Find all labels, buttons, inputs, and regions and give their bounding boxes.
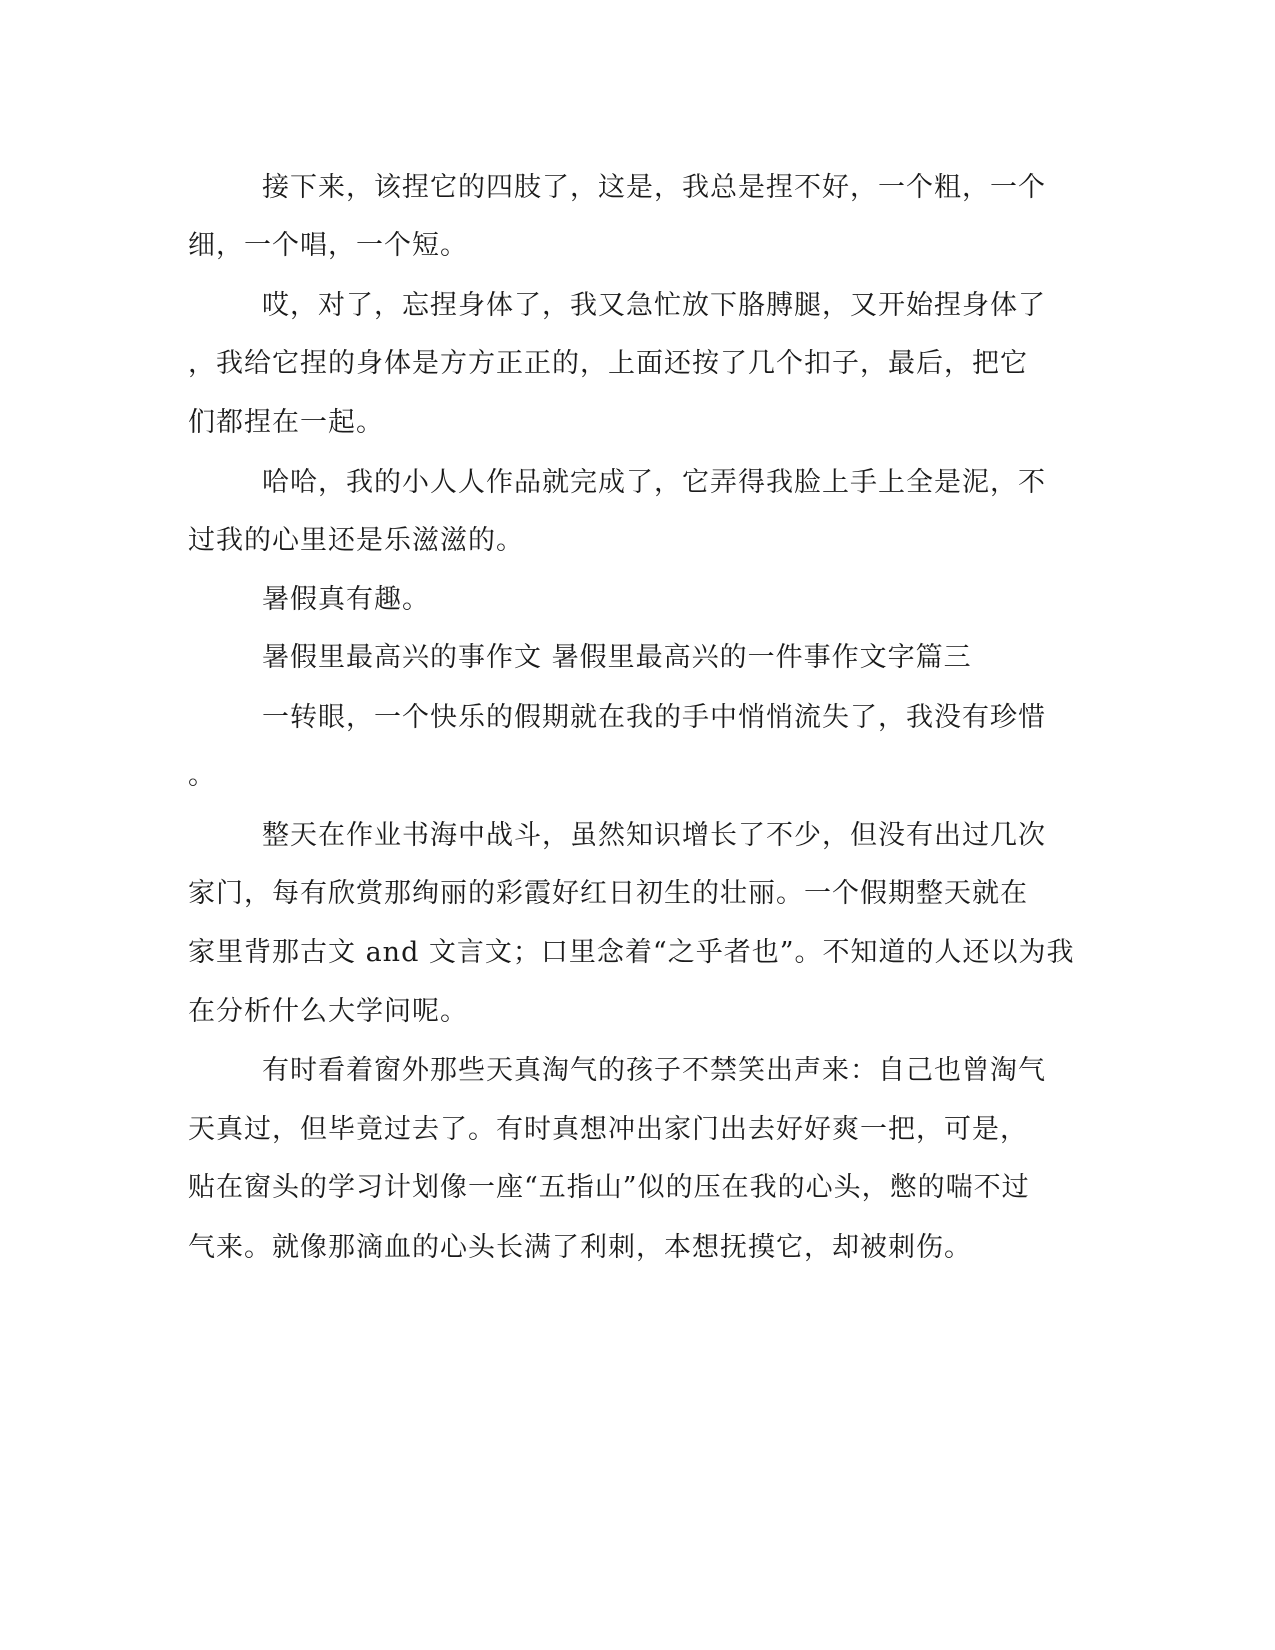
text-line: 气来。就像那滴血的心头长满了利刺，本想抚摸它，却被刺伤。	[188, 1232, 972, 1263]
text-line: 。	[188, 760, 216, 791]
text-line: 过我的心里还是乐滋滋的。	[188, 525, 524, 556]
text-line: 暑假真有趣。	[262, 584, 430, 615]
text-line: 们都捏在一起。	[188, 407, 384, 438]
text-line: 天真过，但毕竟过去了。有时真想冲出家门出去好好爽一把，可是，	[188, 1114, 1028, 1145]
text-line: 一转眼，一个快乐的假期就在我的手中悄悄流失了，我没有珍惜	[262, 702, 1046, 733]
text-line: 整天在作业书海中战斗，虽然知识增长了不少，但没有出过几次	[262, 820, 1046, 851]
text-line: 有时看着窗外那些天真淘气的孩子不禁笑出声来：自己也曾淘气	[262, 1055, 1046, 1086]
text-line: 贴在窗头的学习计划像一座“五指山”似的压在我的心头，憋的喘不过	[188, 1172, 1030, 1203]
text-line: 家门，每有欣赏那绚丽的彩霞好红日初生的壮丽。一个假期整天就在	[188, 878, 1028, 909]
text-line: 在分析什么大学问呢。	[188, 996, 468, 1027]
text-line: ，我给它捏的身体是方方正正的，上面还按了几个扣子，最后，把它	[188, 348, 1028, 379]
text-line: 家里背那古文 and 文言文；口里念着“之乎者也”。不知道的人还以为我	[188, 937, 1075, 968]
text-line: 哎，对了，忘捏身体了，我又急忙放下胳膊腿，又开始捏身体了	[262, 290, 1046, 321]
text-line: 哈哈，我的小人人作品就完成了，它弄得我脸上手上全是泥，不	[262, 467, 1046, 498]
text-line: 细，一个唱，一个短。	[188, 230, 468, 261]
section-heading: 暑假里最高兴的事作文 暑假里最高兴的一件事作文字篇三	[262, 642, 972, 673]
text-line: 接下来，该捏它的四肢了，这是，我总是捏不好，一个粗，一个	[262, 172, 1046, 203]
